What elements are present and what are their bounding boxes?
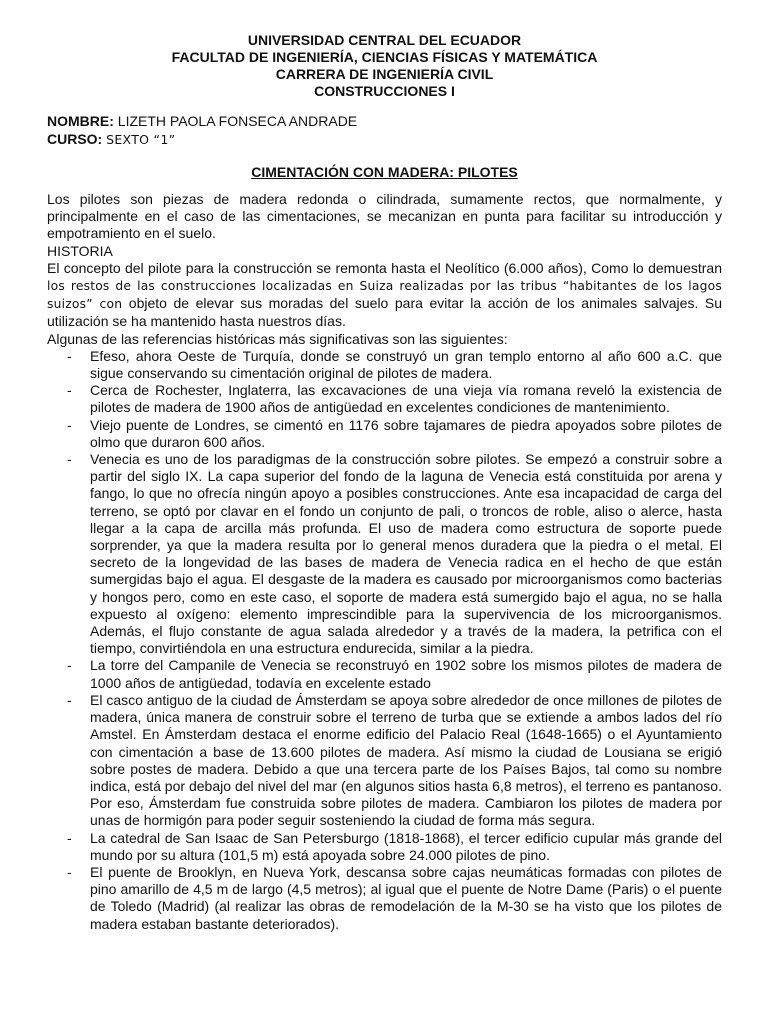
list-item: - Efeso, ahora Oeste de Turquía, donde se construyó un gran templo entorno al año 600 a.C. que sigue conservando su cimentación original de pilotes de madera. — [67, 347, 722, 382]
history-text-2: los restos de las construcciones localizadas en Suiza realizadas por las tribus “habitantes de los lagos suizos” con — [47, 279, 722, 312]
bullet-dash: - — [67, 829, 72, 846]
document-header — [47, 32, 722, 100]
list-item: - El puente de Brooklyn, en Nueva York, descansa sobre cajas neumáticas formadas con pilotes de pino amarillo de 4,5 m de largo (4,5 metros); al igual que el puente de Notre Dame (Paris) o el puente de Toledo (Madrid) (al realizar las obras de remodelación de la M-30 se ha visto que los pilotes de madera estaban bastante deteriorados). — [67, 863, 722, 932]
course-value: SEXTO “1” — [106, 132, 176, 147]
history-text-1: El concepto del pilote para la construcción se remonta hasta el Neolítico (6.000 años), Como lo demuestran — [47, 259, 722, 276]
document-body — [47, 191, 722, 933]
student-info — [47, 112, 722, 149]
list-item: - La torre del Campanile de Venecia se reconstruyó en 1902 sobre los mismos pilotes de madera de 1000 años de antigüedad, todavía en excelente estado — [67, 657, 722, 691]
bullet-dash: - — [67, 416, 72, 433]
name-label: NOMBRE: — [47, 113, 114, 129]
name-value: LIZETH PAOLA FONSECA ANDRADE — [117, 113, 358, 129]
career-name: CARRERA DE INGENIERÍA CIVIL — [275, 66, 494, 82]
university-name: UNIVERSIDAD CENTRAL DEL ECUADOR — [247, 32, 522, 48]
bullet-dash: - — [67, 657, 72, 674]
course-subject: CONSTRUCCIONES I — [314, 83, 455, 99]
bullet-dash: - — [67, 347, 72, 364]
list-item: - Cerca de Rochester, Inglaterra, las excavaciones de una vieja vía romana reveló la existencia de pilotes de madera de 1900 años de antigüedad en excelentes condiciones de mantenimiento. — [67, 382, 722, 416]
references-list — [47, 348, 722, 933]
list-item: - El casco antiguo de la ciudad de Ámsterdam se apoya sobre alrededor de once millones de pilotes de madera, única manera de construir sobre el terreno de turba que se extiende a ambos lados del río Amstel. En Ámsterdam destaca el enorme edificio del Palacio Real (1648-1665) o el Ayuntamiento con cimentación a base de 13.600 pilotes de madera. Así mismo la ciudad de Lousiana se erigió sobre postes de madera. Debido a que una tercera parte de los Países Bajos, tal como su nombre indica, está por debajo del nivel del mar (en algunos sitios hasta 6,8 metros), el terreno es pantanoso. Por eso, Ámsterdam fue construida sobre pilotes de madera. Cambiaron los pilotes de madera por unas de hormigón para poder seguir sosteniendo la ciudad de forma más segura. — [67, 691, 722, 829]
references-intro: Algunas de las referencias históricas más significativas son las siguientes: — [47, 330, 508, 347]
course-label: CURSO: — [47, 131, 103, 147]
history-paragraph — [47, 260, 722, 331]
faculty-name: FACULTAD DE INGENIERÍA, CIENCIAS FÍSICAS Y MATEMÁTICA — [171, 49, 598, 65]
intro-paragraph: Los pilotes son piezas de madera redonda o cilindrada, sumamente rectos, que normalmente, y principalmente en el caso de las cimentaciones, se mecanizan en punta para facilitar su introducción y empotramiento en el suelo. — [47, 191, 722, 242]
bullet-dash: - — [67, 382, 72, 399]
name-row — [47, 112, 722, 130]
document-title: CIMENTACIÓN CON MADERA: PILOTES — [251, 164, 518, 180]
history-heading: HISTORIA — [47, 242, 113, 259]
bullet-dash: - — [67, 691, 72, 708]
bullet-dash: - — [67, 451, 72, 468]
bullet-dash: - — [67, 863, 72, 880]
course-row — [47, 130, 722, 149]
list-item: - La catedral de San Isaac de San Petersburgo (1818-1868), el tercer edificio cupular más grande del mundo por su altura (101,5 m) está apoyada sobre 24.000 pilotes de pino. — [67, 829, 722, 863]
list-item: - Viejo puente de Londres, se cimentó en 1176 sobre tajamares de piedra apoyados sobre pilotes de olmo que duraron 600 años. — [67, 416, 722, 450]
history-text-3: objeto de elevar sus moradas del suelo para evitar la acción de los animales salvajes. Su utilización se ha mantenido hasta nuestros días. — [47, 295, 723, 330]
list-item: - Venecia es uno de los paradigmas de la construcción sobre pilotes. Se empezó a construir sobre a partir del siglo IX. La capa superior del fondo de la laguna de Venecia está constituida por arena y fango, lo que no ofrecía ningún apoyo a posibles construcciones. Ante esa incapacidad de carga del terreno, se optó por clavar en el fondo un conjunto de pali, o troncos de roble, aliso o alerce, hasta llegar a la capa de arcilla más profunda. El uso de madera como estructura de soporte puede sorprender, ya que la madera resulta por lo general menos duradera que la piedra o el metal. El secreto de la longevidad de las bases de madera de Venecia radica en el hecho de que están sumergidas bajo el agua. El desgaste de la madera es causado por microorganismos como bacterias y hongos pero, como en este caso, el soporte de madera está sumergido bajo el agua, no se halla expuesto al oxígeno: elemento imprescindible para la supervivencia de los microorganismos. Además, el flujo constante de agua salada alrededor y a través de la madera, la petrifica con el tiempo, convirtiéndola en una estructura endurecida, similar a la piedra. — [67, 451, 722, 657]
